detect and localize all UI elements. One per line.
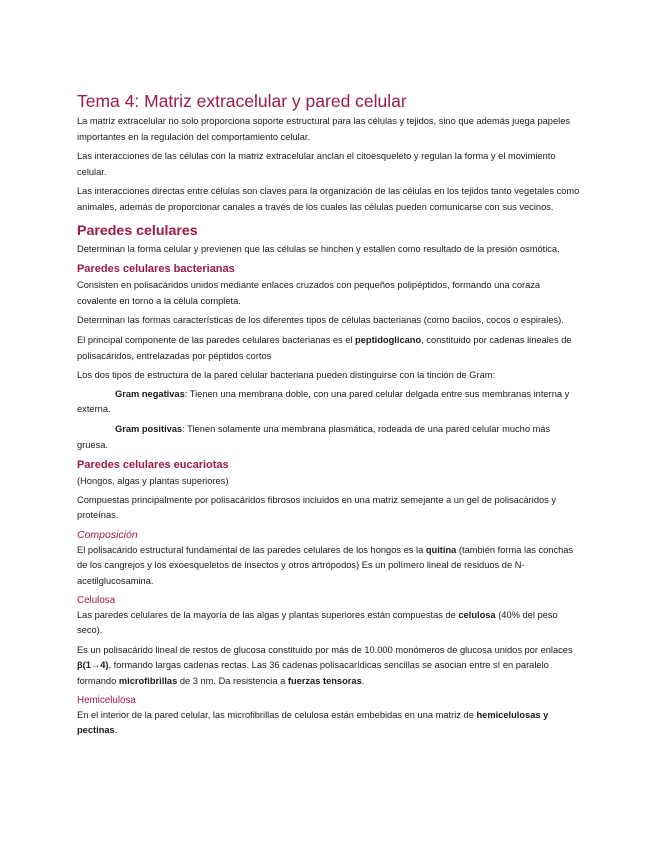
term-hemicelulosas-pectinas: hemicelulosas y pectinas [77, 709, 549, 736]
celulosa-paragraph-2 [77, 643, 582, 690]
page-title: Tema 4: Matriz extracelular y pared celular [77, 91, 407, 111]
text-run: (40% del peso seco). [77, 609, 558, 636]
eucariotas-paragraph: Compuestas principalmente por polisacáridos fibrosos incluidos en una matriz semejante a un gel de polisacáridos y proteínas. [77, 494, 557, 521]
text-run: Es un polisacárido lineal de restos de glucosa constituido por más de 10.000 monómeros de glucosa unidos por enlaces [77, 644, 573, 655]
bacterianas-paragraph-3 [77, 333, 582, 364]
heading-hemicelulosa: Hemicelulosa [77, 694, 136, 706]
subsection-heading-eucariotas: Paredes celulares eucariotas [77, 459, 229, 472]
paredes-paragraph: Determinan la forma celular y previenen que las células se hinchen y estallen como resultado de la presión osmótica. [77, 243, 560, 254]
bacterianas-paragraph-2: Determinan las formas características de los diferentes tipos de células bacterianas (como bacilos, cocos o espirales). [77, 315, 564, 326]
term-quitina: quitina [425, 544, 457, 555]
term-celulosa: celulosa [458, 609, 496, 620]
composicion-paragraph [77, 543, 582, 590]
text-run: de 3 nm. Da resistencia a [177, 676, 288, 687]
text-run: : Tienen una membrana doble, con una pared celular delgada entre sus membranas interna y externa. [77, 388, 570, 415]
hemicelulosa-paragraph [77, 708, 582, 739]
section-heading-paredes: Paredes celulares [77, 222, 198, 239]
intro-paragraph-1: La matriz extracelular no solo proporciona soporte estructural para las células y tejidos, sino que además juega papeles importantes en la regulación del comportamiento celular. [77, 116, 571, 142]
text-run: (también forma las conchas de los cangrejos y los exoesqueletos de insectos y otros artrópodos) Es un polímero lineal de residuos de N-acetilglucosamina. [77, 544, 574, 587]
gram-negativas-paragraph [77, 387, 582, 418]
document-body [77, 90, 582, 743]
text-run: , constituido por cadenas lineales de polisacáridos, entrelazadas por péptidos cortos [77, 334, 572, 361]
term-microfibrillas: microfibrillas [118, 676, 178, 687]
text-run: Las paredes celulares de la mayoría de las algas y plantas superiores están compuestas de [77, 609, 459, 620]
term-gram-negativas: Gram negativas [115, 388, 185, 399]
text-run: El polisacárido estructural fundamental de las paredes celulares de los hongos es la [77, 544, 426, 555]
intro-paragraph-2: Las interacciones de las células con la matriz extracelular anclan el citoesqueleto y regulan la forma y el movimiento celular. [77, 151, 556, 177]
heading-composicion: Composición [77, 528, 138, 541]
text-run: , formando largas cadenas rectas. Las 36 cadenas polisacarídicas sencillas se asocian entre sí en paralelo formando [77, 660, 549, 687]
bacterianas-paragraph-1: Consisten en polisacáridos unidos mediante enlaces cruzados con pequeños polipéptidos, formando una coraza covalente en torno a la célula completa. [77, 280, 541, 306]
text-run: En el interior de la pared celular, las microfibrillas de celulosa están embebidas en una matriz de [77, 709, 477, 720]
text-run: El principal componente de las paredes celulares bacterianas es el [77, 334, 356, 345]
eucariotas-subtitle: (Hongos, algas y plantas superiores) [77, 476, 229, 487]
gram-positivas-paragraph [77, 422, 582, 453]
subsection-heading-bacterianas: Paredes celulares bacterianas [77, 263, 235, 276]
term-beta-bond: β(1→4) [77, 660, 109, 671]
text-run: . [361, 676, 365, 687]
text-run: : Tienen solamente una membrana plasmática, rodeada de una pared celular mucho más gruesa. [77, 423, 551, 450]
heading-celulosa: Celulosa [77, 594, 116, 606]
intro-paragraph-3: Las interacciones directas entre células son claves para la organización de las células en los tejidos tanto vegetales como animales, además de proporcionar canales a través de los cuales las células pueden comunicarse con sus vecinos. [77, 186, 580, 212]
term-gram-positivas: Gram positivas [115, 423, 183, 434]
term-fuerzas-tensoras: fuerzas tensoras [287, 676, 362, 687]
text-run: . [114, 725, 118, 736]
celulosa-paragraph-1 [77, 608, 582, 639]
term-peptidoglicano: peptidoglicano [355, 334, 422, 345]
bacterianas-paragraph-4: Los dos tipos de estructura de la pared celular bacteriana pueden distinguirse con la tinción de Gram: [77, 370, 496, 381]
